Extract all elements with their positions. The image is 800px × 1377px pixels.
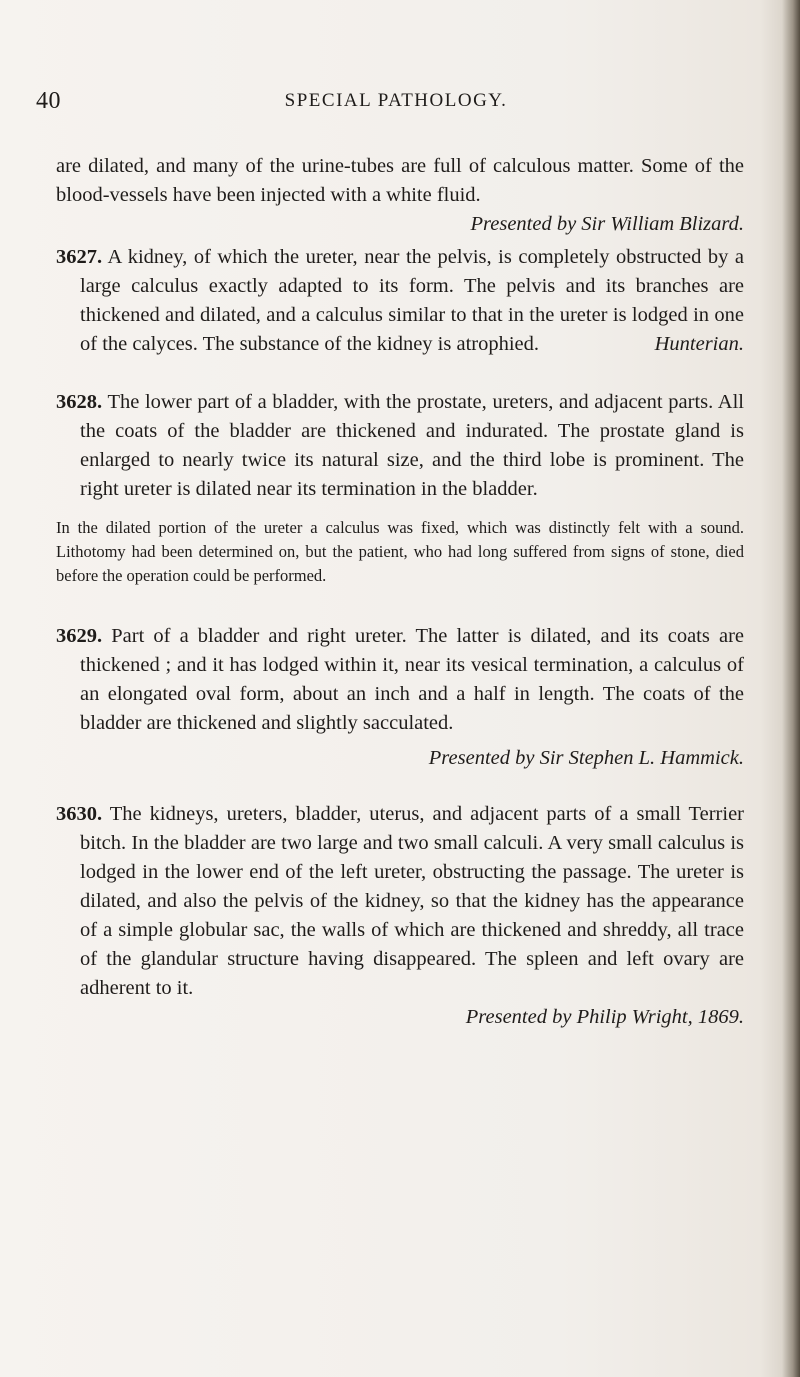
entry-number: 3629.	[56, 625, 103, 647]
entry-text: The lower part of a bladder, with the prostate, ureters, and adjacent parts. All the coats of the bladder are thickened and indurated. The prostate gland is enlarged to nearly twice its natural size, and the third lobe is prominent. The right ureter is dilated near its termination in the bladder.	[80, 391, 744, 500]
entry-attribution: Presented by Sir Stephen L. Hammick.	[428, 747, 744, 769]
page-edge-shadow	[782, 0, 800, 1377]
entry-3629	[56, 622, 744, 738]
entry-text: A kidney, of which the ureter, near the pelvis, is completely obstructed by a large calculus exactly adapted to its form. The pelvis and its branches are thickened and dilated, and a calculus similar to that in the ureter is lodged in one of the calyces. The substance of the kidney is atrophied.	[80, 246, 744, 355]
page-body	[56, 152, 744, 1032]
continuation-paragraph	[56, 152, 744, 235]
continuation-text: are dilated, and many of the urine-tubes are full of calculous matter. Some of the blood-vessels have been injected with a white fluid.	[56, 155, 744, 206]
entry-number: 3627.	[56, 246, 103, 268]
entry-number: 3628.	[56, 391, 103, 413]
entry-note: In the dilated portion of the ureter a calculus was fixed, which was distinctly felt with a sound. Lithotomy had been determined on, but the patient, who had long suffered from signs of stone, died before the operation could be performed.	[56, 518, 744, 585]
page-number: 40	[36, 88, 61, 114]
entry-3627	[56, 243, 744, 359]
running-head: SPECIAL PATHOLOGY.	[284, 90, 508, 111]
entry-number: 3630.	[56, 803, 103, 825]
entry-attribution: Presented by Philip Wright, 1869.	[465, 1006, 744, 1028]
entry-3630	[56, 800, 744, 1003]
entry-attribution: Hunterian.	[654, 333, 744, 355]
page-header	[36, 88, 756, 122]
continuation-attribution: Presented by Sir William Blizard.	[470, 213, 744, 235]
entry-text: The kidneys, ureters, bladder, uterus, and adjacent parts of a small Terrier bitch. In the bladder are two large and two small calculi. A very small calculus is lodged in the lower end of the left ureter, obstructing the passage. The ureter is dilated, and also the pelvis of the kidney, so that the kidney has the appearance of a simple globular sac, the walls of which are thickened and shreddy, all trace of the glandular structure having disappeared. The spleen and left ovary are adherent to it.	[80, 803, 744, 999]
entry-3628	[56, 388, 744, 504]
entry-text: Part of a bladder and right ureter. The latter is dilated, and its coats are thickened ; and it has lodged within it, near its vesical termination, a calculus of an elongated oval form, about an inch and a half in length. The coats of the bladder are thickened and slightly sacculated.	[80, 625, 744, 734]
